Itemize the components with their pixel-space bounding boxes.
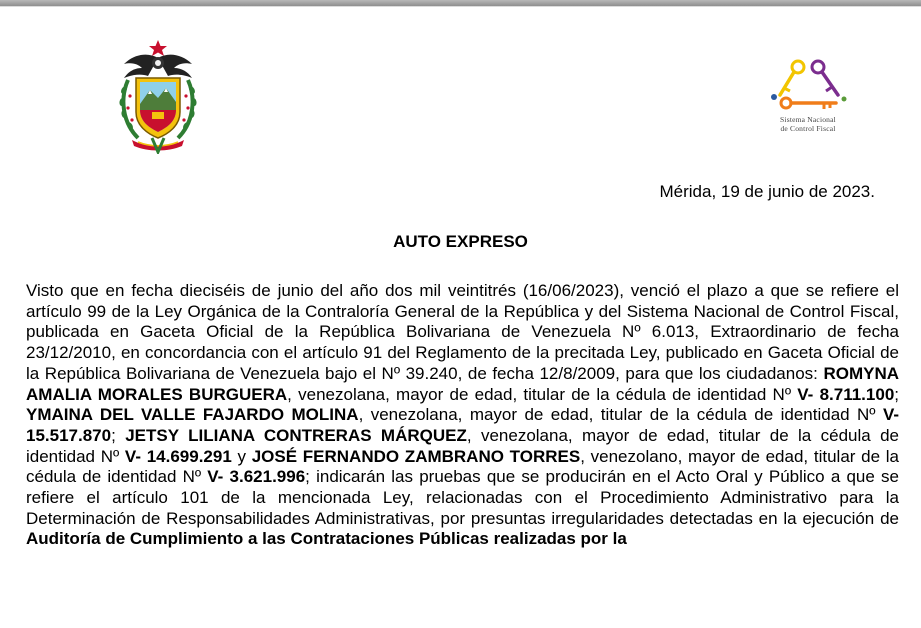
body-paragraph xyxy=(26,281,899,550)
text-run: ; indicarán las pruebas que se producirán en el Acto Oral y Público a que se refiere el artículo 101 de la mencionada Ley, relacionadas con el Procedimiento Administrativo para la Determinación de Responsabilidades Administrativas, por presuntas irregularidades detectadas en la ejecución de xyxy=(26,467,899,528)
sncf-caption-line1: Sistema Nacional xyxy=(780,115,836,124)
sncf-caption-line2: de Control Fiscal xyxy=(780,124,836,133)
text-run: ; xyxy=(894,384,900,404)
bold-run: JOSÉ FERNANDO ZAMBRANO TORRES xyxy=(251,446,581,466)
date-line: Mérida, 19 de junio de 2023. xyxy=(659,182,875,201)
text-run: ; xyxy=(111,425,126,445)
bold-run: Auditoría de Cumplimiento a las Contrataciones Públicas realizadas por la xyxy=(26,529,627,549)
text-run: Visto que en fecha dieciséis de junio del año dos mil veintitrés (16/06/2023), venció el plazo a que se refiere el artículo 99 de la Ley Orgánica de la Contraloría General de la República y del Sistema Nacional de Control Fiscal, publicada en Gaceta Oficial de la República Bolivariana de Venezuela Nº 6.013, Extraordinario de fecha 23/12/2010, en concordancia con el artículo 91 del Reglamento de la precitada Ley, publicado en Gaceta Oficial de la República Bolivariana de Venezuela bajo el Nº 39.240, de fecha 12/8/2009, para que los ciudadanos: xyxy=(26,281,899,383)
bold-run: YMAINA DEL VALLE FAJARDO MOLINA xyxy=(26,405,359,425)
sncf-logo-caption xyxy=(768,115,848,133)
text-run: , venezolano, mayor de edad, titular de la cédula de identidad Nº xyxy=(26,446,899,487)
bold-run: JETSY LILIANA CONTRERAS MÁRQUEZ xyxy=(125,425,467,445)
text-run: , venezolana, mayor de edad, titular de la cédula de identidad Nº xyxy=(358,405,883,425)
top-border-shadow xyxy=(0,6,921,7)
bold-run: V- 3.621.996 xyxy=(207,467,306,487)
coat-of-arms-icon xyxy=(112,38,204,154)
text-run: y xyxy=(231,446,252,466)
text-run: , venezolana, mayor de edad, titular de la cédula de identidad Nº xyxy=(287,384,798,404)
page-cutoff xyxy=(0,618,921,628)
bold-run: V- 15.517.870 xyxy=(26,405,899,445)
bold-run: ROMYNA AMALIA MORALES BURGUERA xyxy=(26,363,899,404)
bold-run: V- 8.711.100 xyxy=(797,384,895,404)
document-title: AUTO EXPRESO xyxy=(393,232,528,251)
bold-run: V- 14.699.291 xyxy=(124,446,232,466)
text-run: , venezolana, mayor de edad, titular de la cédula de identidad Nº xyxy=(26,425,899,466)
